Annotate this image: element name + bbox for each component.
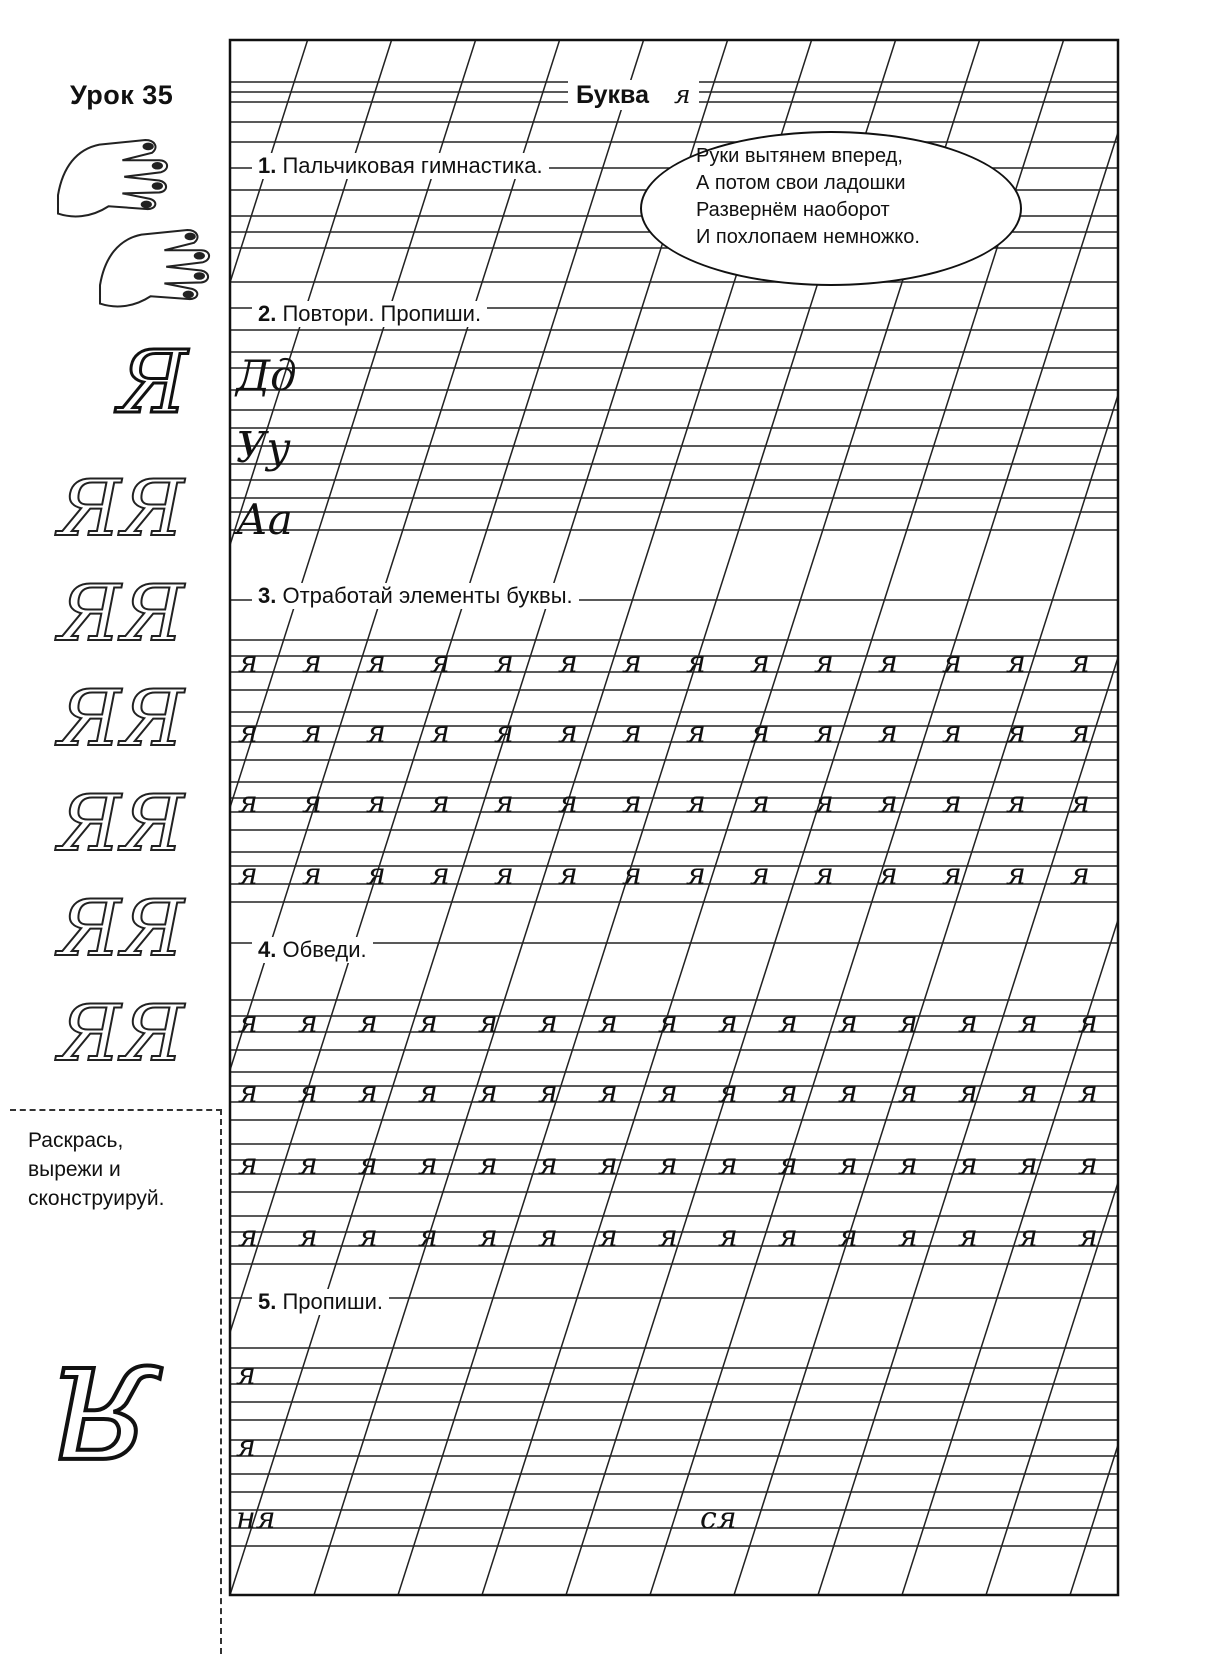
task-1-number: 1.: [258, 153, 277, 178]
rhyme-bubble: [640, 131, 1022, 286]
element-glyph: я: [430, 645, 450, 680]
trace-glyph: я: [238, 1147, 258, 1182]
trace-glyph: я: [658, 1147, 678, 1182]
trace-glyph: я: [538, 1075, 558, 1110]
element-glyph: я: [814, 785, 834, 820]
cut-out-caption: [28, 1126, 165, 1213]
trace-glyph: я: [298, 1075, 318, 1110]
trace-glyph: я: [538, 1219, 558, 1254]
element-glyph: я: [942, 645, 962, 680]
frame-border: [230, 40, 1118, 1595]
task-2-text: Повтори. Пропиши.: [282, 301, 482, 326]
trace-glyph: я: [658, 1005, 678, 1040]
task-3-text: Отработай элементы буквы.: [282, 583, 573, 608]
trace-glyph: я: [718, 1147, 738, 1182]
element-glyph: я: [622, 645, 642, 680]
element-glyph: я: [878, 785, 898, 820]
rhyme-line-2: А потом свои ладошки: [696, 172, 906, 194]
task-3-label: [252, 583, 579, 609]
trace-glyph: я: [418, 1219, 438, 1254]
element-glyph: я: [814, 645, 834, 680]
trace-glyph: я: [1018, 1147, 1038, 1182]
element-glyph: я: [558, 857, 578, 892]
element-glyph: я: [686, 785, 706, 820]
trace-glyph: я: [358, 1075, 378, 1110]
element-glyph: я: [494, 715, 514, 750]
cut-out-line-2: вырежи и: [28, 1158, 121, 1181]
task-5-text: Пропиши.: [282, 1289, 384, 1314]
write-glyph: я: [236, 1429, 256, 1464]
practice-syllable: ня: [236, 1501, 276, 1536]
element-glyph: я: [238, 715, 258, 750]
worksheet-frame: [230, 40, 1118, 1595]
element-glyph: я: [366, 645, 386, 680]
repeat-letter: Уу: [236, 423, 291, 472]
element-glyph: я: [494, 645, 514, 680]
element-glyph: я: [1070, 715, 1090, 750]
element-glyph: я: [878, 645, 898, 680]
task-4-number: 4.: [258, 937, 277, 962]
element-glyph: я: [302, 645, 322, 680]
element-glyph: я: [238, 785, 258, 820]
trace-glyph: я: [718, 1005, 738, 1040]
element-glyph: я: [878, 715, 898, 750]
cut-out-letter-figure: я: [48, 1326, 164, 1529]
element-glyph: я: [686, 645, 706, 680]
trace-glyph: я: [478, 1219, 498, 1254]
hands-illustration: [58, 140, 209, 306]
rhyme-line-4: И похлопаем немножко.: [696, 226, 920, 248]
element-glyph: я: [494, 785, 514, 820]
element-glyph: я: [1070, 857, 1090, 892]
element-glyph: я: [1070, 785, 1090, 820]
element-glyph: я: [366, 785, 386, 820]
trace-glyph: я: [598, 1219, 618, 1254]
trace-glyph: я: [238, 1075, 258, 1110]
trace-glyph: я: [538, 1005, 558, 1040]
trace-glyph: я: [958, 1075, 978, 1110]
element-glyph: я: [622, 785, 642, 820]
rhyme-line-3: Развернём наоборот: [696, 199, 890, 221]
trace-glyph: я: [718, 1075, 738, 1110]
trace-glyph: я: [358, 1005, 378, 1040]
element-glyph: я: [814, 857, 834, 892]
letter-title: [568, 80, 699, 110]
slant-line: [1154, 40, 1205, 1595]
element-glyph: я: [494, 857, 514, 892]
element-glyph: я: [302, 715, 322, 750]
element-glyph: я: [558, 645, 578, 680]
cut-out-line-3: сконструируй.: [28, 1187, 165, 1210]
repeat-rows: [233, 351, 297, 544]
trace-glyph: я: [1018, 1219, 1038, 1254]
trace-glyph: я: [718, 1219, 738, 1254]
trace-glyph: я: [898, 1219, 918, 1254]
trace-glyph: я: [478, 1005, 498, 1040]
element-glyph: я: [302, 785, 322, 820]
element-glyph: я: [878, 857, 898, 892]
sidebar-letter-pair-1: ЯЯ: [58, 464, 184, 554]
slant-line: [1070, 40, 1205, 1595]
letter-glyph: я: [673, 80, 691, 109]
trace-glyph: я: [418, 1075, 438, 1110]
trace-glyph: я: [298, 1219, 318, 1254]
element-glyph: я: [1006, 715, 1026, 750]
element-glyph: я: [238, 857, 258, 892]
sidebar-letter-pair-6: ЯЯ: [58, 989, 184, 1079]
trace-glyph: я: [898, 1005, 918, 1040]
trace-glyph: я: [958, 1147, 978, 1182]
task-3-number: 3.: [258, 583, 277, 608]
trace-glyph: я: [538, 1147, 558, 1182]
element-glyph: я: [622, 715, 642, 750]
element-glyph: я: [366, 715, 386, 750]
sidebar-letter-pair-3: ЯЯ: [58, 674, 184, 764]
trace-glyph: я: [838, 1219, 858, 1254]
trace-glyph: я: [598, 1005, 618, 1040]
capital-letter-sample: Я: [118, 333, 188, 433]
trace-glyph: я: [418, 1147, 438, 1182]
trace-glyph: я: [778, 1005, 798, 1040]
trace-glyph: я: [838, 1005, 858, 1040]
write-glyph: я: [236, 1357, 256, 1392]
element-glyph: я: [942, 857, 962, 892]
task-1-text: Пальчиковая гимнастика.: [282, 153, 543, 178]
element-glyph: я: [750, 785, 770, 820]
element-glyph: я: [430, 857, 450, 892]
practice-syllable: ся: [700, 1501, 737, 1536]
repeat-letter: Дд: [236, 351, 297, 400]
trace-glyph: я: [838, 1075, 858, 1110]
trace-glyph: я: [358, 1147, 378, 1182]
trace-glyph: я: [1018, 1005, 1038, 1040]
trace-glyph: я: [298, 1005, 318, 1040]
trace-glyph: я: [478, 1075, 498, 1110]
trace-glyph: я: [1078, 1005, 1098, 1040]
trace-glyph: я: [898, 1075, 918, 1110]
cut-out-line-1: Раскрась,: [28, 1129, 124, 1152]
trace-glyph: я: [598, 1075, 618, 1110]
trace-glyph: я: [658, 1075, 678, 1110]
task-4-label: [252, 937, 373, 963]
trace-glyph: я: [1078, 1219, 1098, 1254]
element-glyph: я: [686, 715, 706, 750]
trace-glyph: я: [298, 1147, 318, 1182]
element-glyph: я: [1070, 645, 1090, 680]
element-glyph: я: [622, 857, 642, 892]
task-1-label: [252, 153, 549, 179]
element-glyph: я: [942, 715, 962, 750]
trace-glyph: я: [898, 1147, 918, 1182]
trace-glyph: я: [1078, 1147, 1098, 1182]
sidebar-letter-pair-5: ЯЯ: [58, 884, 184, 974]
trace-glyph: я: [598, 1147, 618, 1182]
element-rows: [238, 645, 1090, 892]
element-glyph: я: [1006, 857, 1026, 892]
task-5-number: 5.: [258, 1289, 277, 1314]
trace-glyph: я: [958, 1005, 978, 1040]
trace-glyph: я: [658, 1219, 678, 1254]
element-glyph: я: [366, 857, 386, 892]
element-glyph: я: [750, 715, 770, 750]
sidebar-letter-pair-2: ЯЯ: [58, 569, 184, 659]
repeat-letter: Аа: [236, 495, 293, 544]
hand-icon: [100, 230, 209, 306]
trace-glyph: я: [238, 1219, 258, 1254]
trace-glyph: я: [778, 1219, 798, 1254]
task-4-text: Обведи.: [282, 937, 367, 962]
trace-glyph: я: [418, 1005, 438, 1040]
element-glyph: я: [430, 785, 450, 820]
hand-icon: [58, 140, 167, 216]
element-glyph: я: [686, 857, 706, 892]
element-glyph: я: [1006, 785, 1026, 820]
element-glyph: я: [302, 857, 322, 892]
element-glyph: я: [1006, 645, 1026, 680]
letter-label: Буква: [576, 81, 649, 109]
trace-glyph: я: [778, 1147, 798, 1182]
element-glyph: я: [750, 857, 770, 892]
trace-glyph: я: [958, 1219, 978, 1254]
trace-glyph: я: [238, 1005, 258, 1040]
task-5-label: [252, 1289, 389, 1315]
trace-glyph: я: [838, 1147, 858, 1182]
element-glyph: я: [558, 785, 578, 820]
trace-glyph: я: [358, 1219, 378, 1254]
rhyme-line-1: Руки вытянем вперед,: [696, 145, 903, 167]
element-glyph: я: [750, 645, 770, 680]
task-2-label: [252, 301, 487, 327]
trace-glyph: я: [1078, 1075, 1098, 1110]
element-glyph: я: [238, 645, 258, 680]
lesson-title: Урок 35: [70, 80, 174, 110]
element-glyph: я: [558, 715, 578, 750]
sidebar-letter-pair-4: ЯЯ: [58, 779, 184, 869]
element-glyph: я: [430, 715, 450, 750]
trace-glyph: я: [778, 1075, 798, 1110]
trace-glyph: я: [478, 1147, 498, 1182]
trace-glyph: я: [1018, 1075, 1038, 1110]
task-2-number: 2.: [258, 301, 277, 326]
element-glyph: я: [942, 785, 962, 820]
element-glyph: я: [814, 715, 834, 750]
